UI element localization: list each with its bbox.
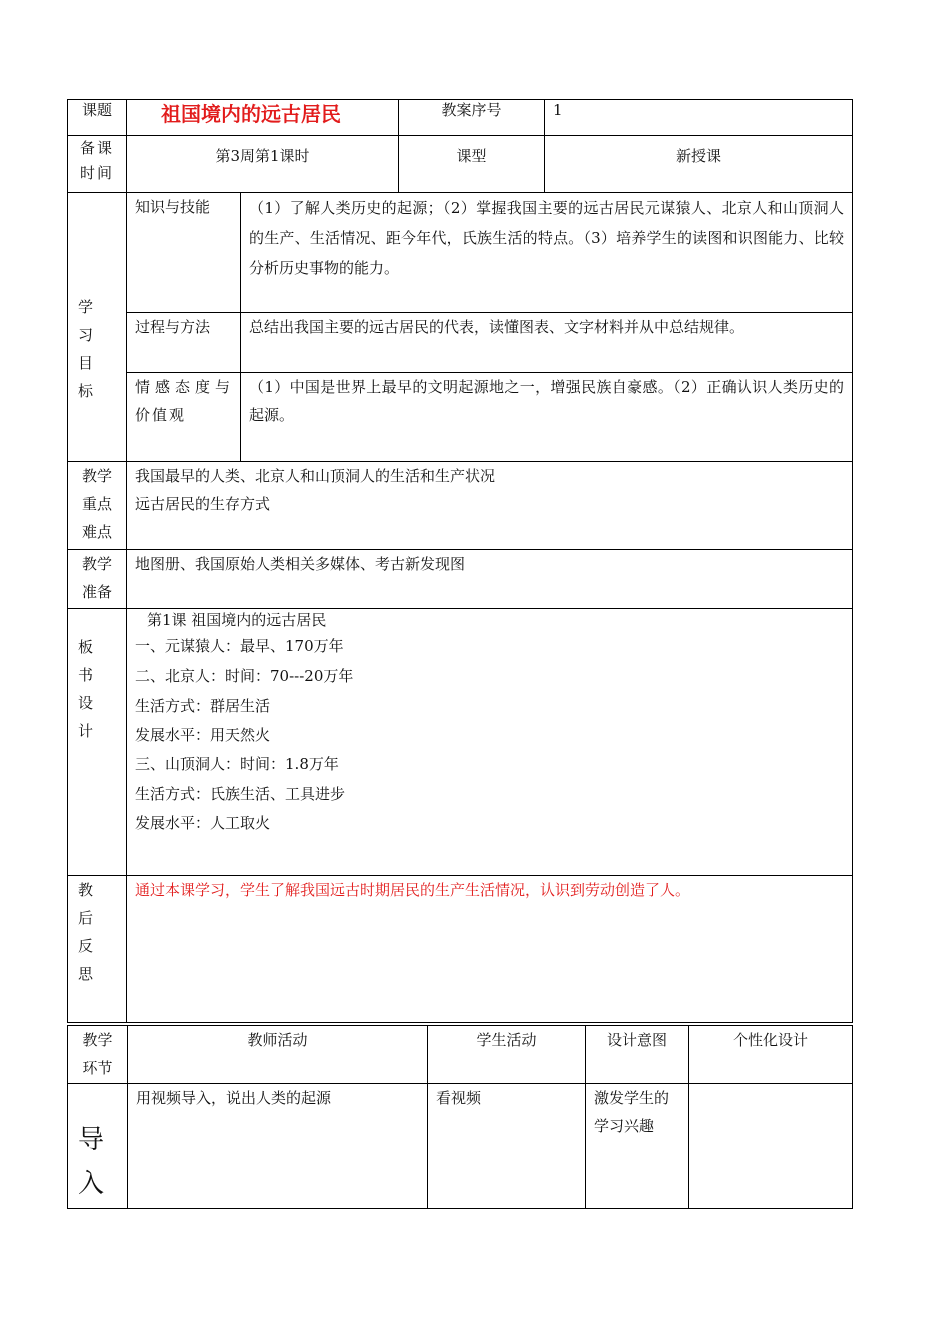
board-line-7: 生活方式：氏族生活、工具进步 — [135, 785, 346, 803]
board-line-1: 第1课 祖国境内的远古居民 — [147, 611, 327, 629]
process-label: 过程与方法 — [127, 313, 241, 373]
header-student: 学生活动 — [428, 1026, 586, 1084]
header-intent: 设计意图 — [586, 1026, 689, 1084]
header-stage — [68, 1026, 128, 1084]
student-activity: 看视频 — [428, 1084, 586, 1209]
prep-time-value: 第3周第1课时 — [127, 136, 399, 193]
topic-label: 课题 — [68, 100, 127, 136]
objectives-label-text: 学习目标 — [78, 298, 94, 400]
key-points-label — [68, 462, 127, 550]
board-label — [68, 609, 127, 876]
emotion-text: （1）中国是世界上最早的文明起源地之一，增强民族自豪感。（2）正确认识人类历史的起源。 — [241, 373, 853, 462]
key-point-2: 远古居民的生存方式 — [135, 495, 271, 513]
process-text: 总结出我国主要的远古居民的代表，读懂图表、文字材料并从中总结规律。 — [241, 313, 853, 373]
key-point-1: 我国最早的人类、北京人和山顶洞人的生活和生产状况 — [135, 467, 496, 485]
prep-time-label: 备课时间 — [68, 136, 127, 193]
plan-no-value: 1 — [545, 100, 853, 136]
stage-text: 导入 — [78, 1125, 105, 1199]
lesson-plan-table — [67, 99, 853, 1023]
board-line-4: 生活方式：群居生活 — [135, 697, 271, 715]
type-label: 课型 — [399, 136, 545, 193]
reflection-label-text: 教后反思 — [78, 881, 94, 983]
personal-design — [689, 1084, 853, 1209]
emotion-label: 情感态度与价值观 — [127, 373, 241, 462]
knowledge-label: 知识与技能 — [127, 193, 241, 313]
reflection-text: 通过本课学习，学生了解我国远古时期居民的生产生活情况，认识到劳动创造了人。 — [127, 876, 853, 1023]
header-stage-text: 教学环节 — [82, 1031, 113, 1077]
knowledge-text: （1）了解人类历史的起源；（2）掌握我国主要的远古居民元谋猿人、北京人和山顶洞人的生产、生活情况、距今年代，氏族生活的特点。（3）培养学生的读图和识图能力、比较分析历史事物的能力。 — [241, 193, 853, 313]
board-line-8: 发展水平：人工取火 — [135, 814, 271, 832]
key-points-content — [127, 462, 853, 550]
objectives-label — [68, 193, 127, 462]
board-line-3: 二、北京人：时间：70---20万年 — [135, 667, 354, 685]
teacher-activity: 用视频导入，说出人类的起源 — [128, 1084, 428, 1209]
preparation-text: 地图册、我国原始人类相关多媒体、考古新发现图 — [127, 550, 853, 609]
preparation-label — [68, 550, 127, 609]
header-personal: 个性化设计 — [689, 1026, 853, 1084]
topic-title: 祖国境内的远古居民 — [127, 100, 399, 136]
stage-cell — [68, 1084, 128, 1209]
preparation-label-text: 教学准备 — [81, 555, 112, 601]
header-teacher: 教师活动 — [128, 1026, 428, 1084]
board-label-text: 板书设计 — [78, 638, 94, 740]
board-content — [127, 609, 853, 876]
key-points-label-text: 教学重点难点 — [81, 467, 112, 541]
design-intent: 激发学生的学习兴趣 — [586, 1084, 689, 1209]
board-line-6: 三、山顶洞人：时间：1.8万年 — [135, 755, 339, 773]
board-line-5: 发展水平：用天然火 — [135, 726, 271, 744]
plan-no-label: 教案序号 — [399, 100, 545, 136]
type-value: 新授课 — [545, 136, 853, 193]
teaching-process-table — [67, 1025, 853, 1209]
board-line-2: 一、元谋猿人：最早、170万年 — [135, 637, 344, 655]
reflection-label — [68, 876, 127, 1023]
